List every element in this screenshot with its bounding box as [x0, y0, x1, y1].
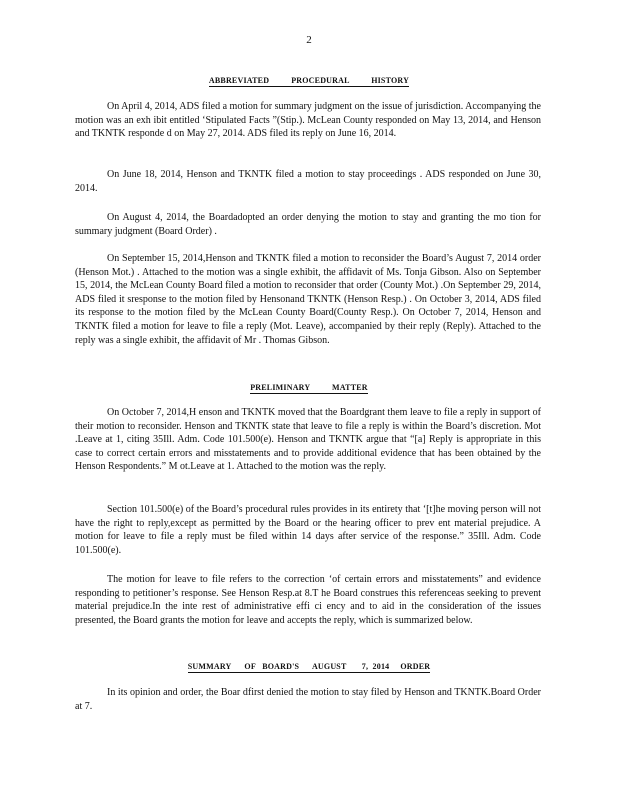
paragraph-text: On June 18, 2014, Henson and TKNTK filed a motion to stay proceedings . ADS responded on June 30, 2014. — [75, 169, 541, 194]
paragraph-text: On April 4, 2014, ADS filed a motion for summary judgment on the issue of jurisdiction. Accompanying the motion was an exh ibit entitled ‘Stipulated Facts ”(Stip.). McLean County responded on May 13, 2014, and Henson and TKNTK responde d on May 27, 2014. ADS filed its reply on June 16, 2014. — [75, 101, 541, 140]
paragraph — [75, 406, 541, 474]
paragraph-text: On August 4, 2014, the Boardadopted an order denying the motion to stay and granting the mo tion for summary judgment (Board Order) . — [75, 212, 541, 237]
heading-summary-order — [0, 660, 618, 674]
paragraph-text: On September 15, 2014,Henson and TKNTK filed a motion to reconsider the Board’s August 7, 2014 order (Henson Mot.) . Attached to the motion was a single exhibit, the affidavit of Ms. Tonja Gibson. Also on September 15, 2014, the McLean County Board filed a motion to reconsider that order (County Mot.) .On September 29, 2014, ADS filed it sresponse to the motion filed by Hensonand TKNTK (Henson Resp.) . On October 3, 2014, ADS filed its response to the motion filed by the McLean County Board(County Resp.). On October 7, 2014, Henson and TKNTK filed a motion for leave to file a reply (Mot. Leave), accompanied by their reply (Reply). Attached to the reply was a single exhibit, the affidavit of Mr . Thomas Gibson. — [75, 253, 541, 346]
paragraph — [75, 686, 541, 713]
paragraph — [75, 211, 541, 238]
heading-procedural-history — [0, 74, 618, 88]
heading-procedural-history-text: ABBREVIATED PROCEDURAL HISTORY — [208, 76, 410, 85]
paragraph — [75, 252, 541, 347]
heading-preliminary-matter — [0, 381, 618, 395]
paragraph — [75, 168, 541, 195]
heading-preliminary-matter-text: PRELIMINARY MATTER — [250, 383, 368, 392]
paragraph-text: In its opinion and order, the Boar dfirst denied the motion to stay filed by Henson and TKNTK.Board Order at 7. — [75, 687, 541, 712]
paragraph — [75, 503, 541, 557]
page-number: 2 — [306, 34, 312, 46]
paragraph-text: Section 101.500(e) of the Board’s procedural rules provides in its entirety that ‘[t]he moving person will not have the right to reply,except as permitted by the Board or the hearing officer to prev ent material prejudice. A motion for leave to file a reply must be filed within 14 days after service of the response.” 35Ill. Adm. Code 101.500(e). — [75, 504, 541, 556]
paragraph — [75, 100, 541, 141]
paragraph-text: The motion for leave to file refers to the correction ‘of certain errors and misstatements” and evidence responding to petitioner’s response. See Henson Resp.at 8.T he Board construes this referenceas seeking to prevent material prejudice.In the inte rest of administrative effi ci ency and to aid in the consideration of the issues presented, the Board grants the motion for leave and accepts the reply, which is summarized below. — [75, 574, 541, 626]
paragraph-text: On October 7, 2014,H enson and TKNTK moved that the Boardgrant them leave to file a reply in support of their motion to reconsider. Henson and TKNTK state that leave to file a reply is within the Board’s discretion. Mot .Leave at 1, citing 35Ill. Adm. Code 101.500(e). Henson and TKNTK argue that “[a] Reply is appropriate in this case to correct certain errors and misstatements and to provide additional evidence that has been obtained by the Henson Respondents.” M ot.Leave at 1. Attached to the motion was the reply. — [75, 407, 541, 473]
heading-summary-order-text: SUMMARY OF BOARD'S AUGUST 7, 2014 ORDER — [187, 662, 431, 671]
paragraph — [75, 573, 541, 627]
